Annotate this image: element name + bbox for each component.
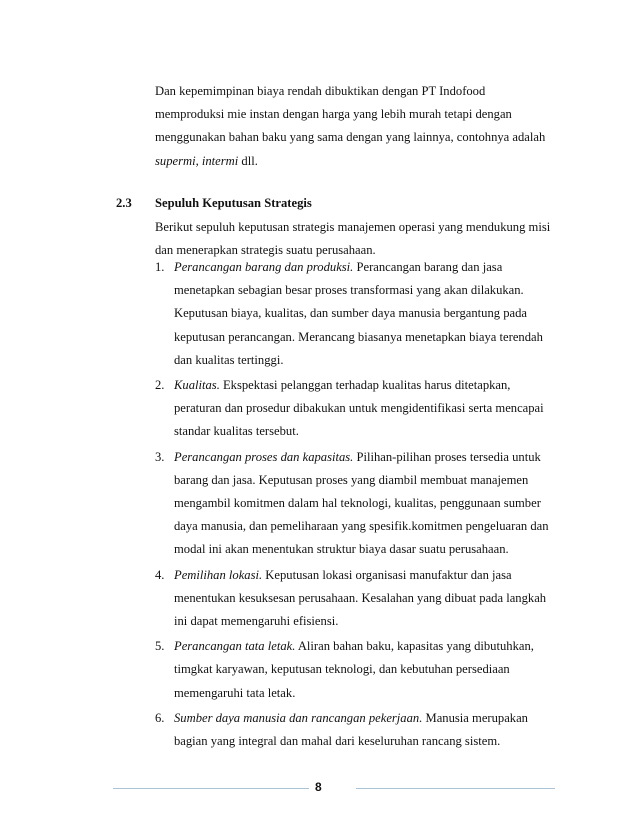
section-title: Sepuluh Keputusan Strategis bbox=[155, 196, 312, 210]
list-item-text: Perancangan barang dan jasa bbox=[353, 260, 503, 274]
list-item-line: bagian yang integral dan mahal dari keseluruhan rancang sistem. bbox=[174, 734, 501, 749]
list-marker: 1. bbox=[155, 260, 165, 274]
list-item-first-line bbox=[174, 564, 549, 587]
list-item-term: Perancangan barang dan produksi. bbox=[174, 260, 354, 274]
list-item bbox=[155, 446, 549, 562]
intro-italic-terms: supermi, intermi bbox=[155, 153, 239, 168]
footer-divider-left bbox=[113, 788, 309, 789]
list-item-line: barang dan jasa. Keputusan proses yang diambil membuat manajemen bbox=[174, 472, 529, 487]
list-item-line: daya manusia, dan pemeliharaan yang spesifik.komitmen pengeluaran dan bbox=[174, 519, 549, 534]
list-item-text: Ekspektasi pelanggan terhadap kualitas harus ditetapkan, bbox=[219, 378, 511, 393]
list-item-first-line bbox=[174, 635, 549, 658]
lead-line: Berikut sepuluh keputusan strategis manajemen operasi yang mendukung misi bbox=[155, 220, 551, 234]
list-item-line: keputusan perancangan. Merancang biasanya menetapkan biaya terendah bbox=[174, 329, 543, 344]
list-item-term: Perancangan proses dan kapasitas. bbox=[174, 449, 354, 464]
list-item-term: Kualitas. bbox=[174, 378, 220, 393]
list-item-line: menetapkan sebagian besar proses transformasi yang akan dilakukan. bbox=[174, 283, 524, 298]
page-footer bbox=[0, 778, 638, 798]
list-item-first-line bbox=[174, 256, 549, 279]
list-item-term: Pemilihan lokasi. bbox=[174, 567, 263, 582]
list-marker: 2. bbox=[155, 378, 165, 393]
list-item-text: Aliran bahan baku, kapasitas yang dibutuhkan, bbox=[295, 639, 534, 654]
list-item-term: Perancangan tata letak. bbox=[174, 639, 296, 654]
list-marker: 6. bbox=[155, 710, 165, 725]
list-item-line: mengambil komitmen dalam hal teknologi, kualitas, penggunaan sumber bbox=[174, 496, 541, 511]
section-heading bbox=[116, 192, 312, 215]
intro-paragraph bbox=[155, 80, 545, 173]
list-item-line: dan kualitas tertinggi. bbox=[174, 352, 284, 367]
list-item-line: menentukan kesuksesan perusahaan. Kesalahan yang dibuat pada langkah bbox=[174, 590, 547, 605]
list-item-line: peraturan dan prosedur dibakukan untuk mengidentifikasi serta mencapai bbox=[174, 401, 544, 416]
list-item-text: Pilihan-pilihan proses tersedia untuk bbox=[353, 449, 541, 464]
intro-line: memproduksi mie instan dengan harga yang lebih murah tetapi dengan bbox=[155, 107, 512, 122]
list-item-line: ini dapat memengaruhi efisiensi. bbox=[174, 614, 339, 629]
decision-list bbox=[155, 256, 549, 755]
list-item-first-line bbox=[174, 446, 549, 469]
intro-last-rest: dll. bbox=[238, 153, 258, 168]
list-item-text: Manusia merupakan bbox=[422, 710, 528, 725]
list-item-first-line bbox=[174, 707, 549, 730]
intro-line: menggunakan bahan baku yang sama dengan yang lainnya, contohnya adalah bbox=[155, 130, 546, 145]
list-item-term: Sumber daya manusia dan rancangan pekerjaan. bbox=[174, 710, 423, 725]
list-item-line: Keputusan biaya, kualitas, dan sumber daya manusia bergantung pada bbox=[174, 306, 527, 321]
list-marker: 4. bbox=[155, 567, 165, 582]
list-item-line: standar kualitas tersebut. bbox=[174, 424, 299, 439]
list-item-first-line bbox=[174, 374, 549, 397]
list-marker: 3. bbox=[155, 449, 165, 464]
list-item bbox=[155, 374, 549, 444]
page-number: 8 bbox=[315, 780, 322, 794]
list-item-line: timgkat karyawan, keputusan teknologi, dan kebutuhan persediaan bbox=[174, 662, 510, 677]
footer-divider-right bbox=[356, 788, 555, 789]
list-item bbox=[155, 635, 549, 705]
list-item-text: Keputusan lokasi organisasi manufaktur dan jasa bbox=[262, 567, 512, 582]
intro-line-last bbox=[155, 150, 545, 173]
list-item-line: modal ini akan menentukan struktur biaya dasar suatu perusahaan. bbox=[174, 542, 509, 557]
list-marker: 5. bbox=[155, 639, 165, 654]
intro-line: Dan kepemimpinan biaya rendah dibuktikan dengan PT Indofood bbox=[155, 84, 486, 98]
lead-line: dan menerapkan strategis suatu perusahaan. bbox=[155, 243, 376, 258]
list-item bbox=[155, 707, 549, 753]
section-number: 2.3 bbox=[116, 196, 132, 210]
list-item bbox=[155, 564, 549, 634]
list-item bbox=[155, 256, 549, 372]
list-item-line: memengaruhi tata letak. bbox=[174, 685, 296, 700]
